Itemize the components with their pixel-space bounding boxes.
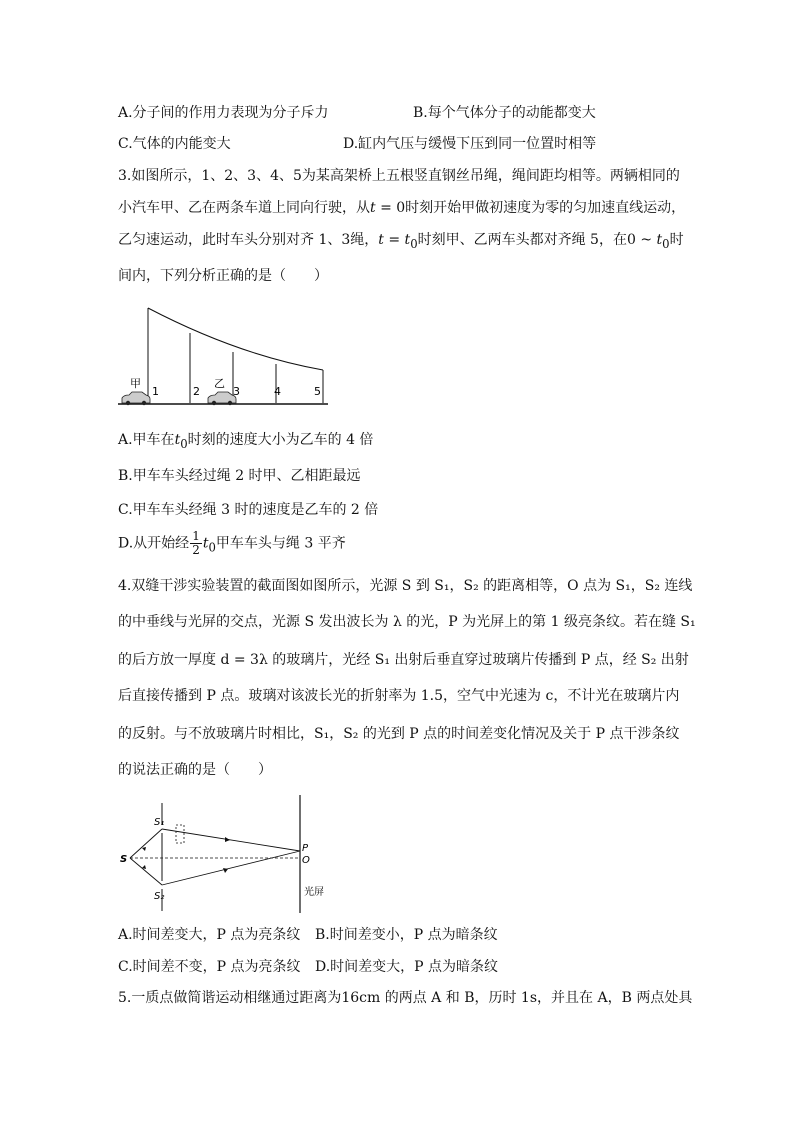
q3-stem-3c: = bbox=[383, 232, 405, 248]
q3-option-b: B.甲车车头经过绳 2 时甲、乙相距最远 bbox=[118, 468, 361, 484]
q3-stem-2c: = 0时刻开始甲做初速度为零的匀加速直线运动， bbox=[375, 200, 686, 216]
q3-var-t0-b: t bbox=[656, 232, 663, 248]
rope-label-1: 1 bbox=[152, 385, 159, 398]
car-b-label: 乙 bbox=[214, 377, 225, 390]
q4-option-c: C.时间差不变，P 点为亮条纹 bbox=[118, 959, 301, 975]
rope-label-3: 3 bbox=[233, 385, 240, 398]
q4-option-d: D.时间差变大，P 点为暗条纹 bbox=[315, 959, 499, 975]
q3-stem-2a: 小汽车甲、乙在两条车道上同向行驶，从 bbox=[118, 200, 370, 216]
q3-option-a-var: t bbox=[174, 432, 181, 448]
q3-option-d-var: t bbox=[202, 535, 209, 552]
q3-var-t0: t bbox=[404, 232, 411, 248]
label-o: O bbox=[302, 855, 310, 866]
q3-var-t-2: t bbox=[378, 232, 384, 248]
q3-stem-3g: 0 ~ bbox=[626, 232, 657, 248]
q4-stem-line-5: 的反射。与不放玻璃片时相比，S₁，S₂ 的光到 P 点的时间差变化情况及关于 P 点干涉条纹 bbox=[118, 726, 680, 742]
q3-stem-3j: 时 bbox=[669, 232, 684, 248]
q3-stem-3a: 乙匀速运动，此时车头分别对齐 1、3绳， bbox=[118, 232, 379, 248]
car-a-icon bbox=[122, 392, 150, 405]
label-s1: S₁ bbox=[154, 817, 165, 828]
rope-label-4: 4 bbox=[274, 385, 281, 398]
q3-option-d-sub: 0 bbox=[208, 540, 216, 555]
ray-s2-p bbox=[162, 851, 300, 885]
q4-option-a: A.时间差变大，P 点为亮条纹 bbox=[118, 927, 301, 943]
q2-option-b: B.每个气体分子的动能都变大 bbox=[413, 105, 596, 121]
label-s2: S₂ bbox=[154, 891, 165, 902]
fraction-denominator: 2 bbox=[192, 543, 200, 557]
label-p: P bbox=[302, 843, 309, 854]
ray-s-s1 bbox=[130, 829, 162, 858]
rope-label-2: 2 bbox=[193, 385, 200, 398]
rope-label-5: 5 bbox=[314, 385, 321, 398]
car-a-label: 甲 bbox=[130, 377, 141, 390]
q3-stem-line-2 bbox=[118, 198, 685, 218]
q4-stem-line-3: 的后方放一厚度 d = 3λ 的玻璃片，光经 S₁ 出射后垂直穿过玻璃片传播到 P 点，经 S₂ 出射 bbox=[118, 652, 689, 668]
q4-stem-line-6: 的说法正确的是（ ） bbox=[118, 762, 272, 778]
q3-option-d-tail: 甲车车头与绳 3 平齐 bbox=[215, 535, 346, 552]
q5-stem-line-1: 5.一质点做简谐运动相继通过距离为16cm 的两点 A 和 B，历时 1s，并且在 A，B 两点处具 bbox=[118, 990, 693, 1006]
q3-sub-0-b: 0 bbox=[662, 236, 670, 251]
q4-stem-line-4: 后直接传播到 P 点。玻璃对该波长光的折射率为 1.5，空气中光速为 c，不计光在玻璃片内 bbox=[118, 688, 680, 704]
fraction-numerator: 1 bbox=[192, 529, 200, 543]
q3-option-a-sub: 0 bbox=[180, 436, 188, 451]
q3-stem-3f: 时刻甲、乙两车头都对齐绳 5，在 bbox=[417, 232, 627, 248]
label-s: S bbox=[120, 854, 128, 865]
q3-option-d-fraction bbox=[190, 530, 202, 557]
q3-stem-line-4: 间内，下列分析正确的是（ ） bbox=[118, 268, 328, 284]
q4-option-b: B.时间差变小，P 点为暗条纹 bbox=[315, 927, 498, 943]
q3-bridge-figure bbox=[118, 300, 338, 408]
q3-option-d bbox=[118, 530, 346, 560]
q2-option-a: A.分子间的作用力表现为分子斥力 bbox=[118, 105, 329, 121]
q3-option-a-text: A.甲车在 bbox=[118, 432, 175, 448]
glass-plate bbox=[176, 825, 184, 843]
q3-var-t: t bbox=[370, 200, 376, 216]
bridge-cable bbox=[148, 308, 323, 370]
q3-option-d-text: D.从开始经 bbox=[118, 535, 190, 552]
label-screen: 光屏 bbox=[304, 887, 324, 898]
q3-option-c: C.甲车车头经绳 3 时的速度是乙车的 2 倍 bbox=[118, 502, 379, 518]
q3-stem-line-3 bbox=[118, 230, 684, 254]
q3-option-a bbox=[118, 430, 373, 454]
q2-option-c: C.气体的内能变大 bbox=[118, 136, 231, 152]
q4-stem-line-1: 4.双缝干涉实验装置的截面图如图所示，光源 S 到 S₁，S₂ 的距离相等，O 点为 S₁，S₂ 连线 bbox=[118, 578, 693, 594]
q4-stem-line-2: 的中垂线与光屏的交点，光源 S 发出波长为 λ 的光，P 为光屏上的第 1 级亮条纹。若在缝 S₁ bbox=[118, 614, 696, 630]
q4-double-slit-figure bbox=[118, 795, 328, 917]
ray-s1-p bbox=[162, 829, 300, 851]
q3-sub-0: 0 bbox=[410, 236, 418, 251]
q3-option-a-tail: 时刻的速度大小为乙车的 4 倍 bbox=[187, 432, 374, 448]
q2-option-d: D.缸内气压与缓慢下压到同一位置时相等 bbox=[343, 136, 597, 152]
car-b-icon bbox=[208, 392, 236, 405]
ray-s-s2 bbox=[130, 858, 162, 885]
q3-stem-line-1: 3.如图所示，1、2、3、4、5为某高架桥上五根竖直钢丝吊绳，绳间距均相等。两辆相同的 bbox=[118, 168, 680, 184]
arrow-up-ray bbox=[142, 847, 146, 851]
